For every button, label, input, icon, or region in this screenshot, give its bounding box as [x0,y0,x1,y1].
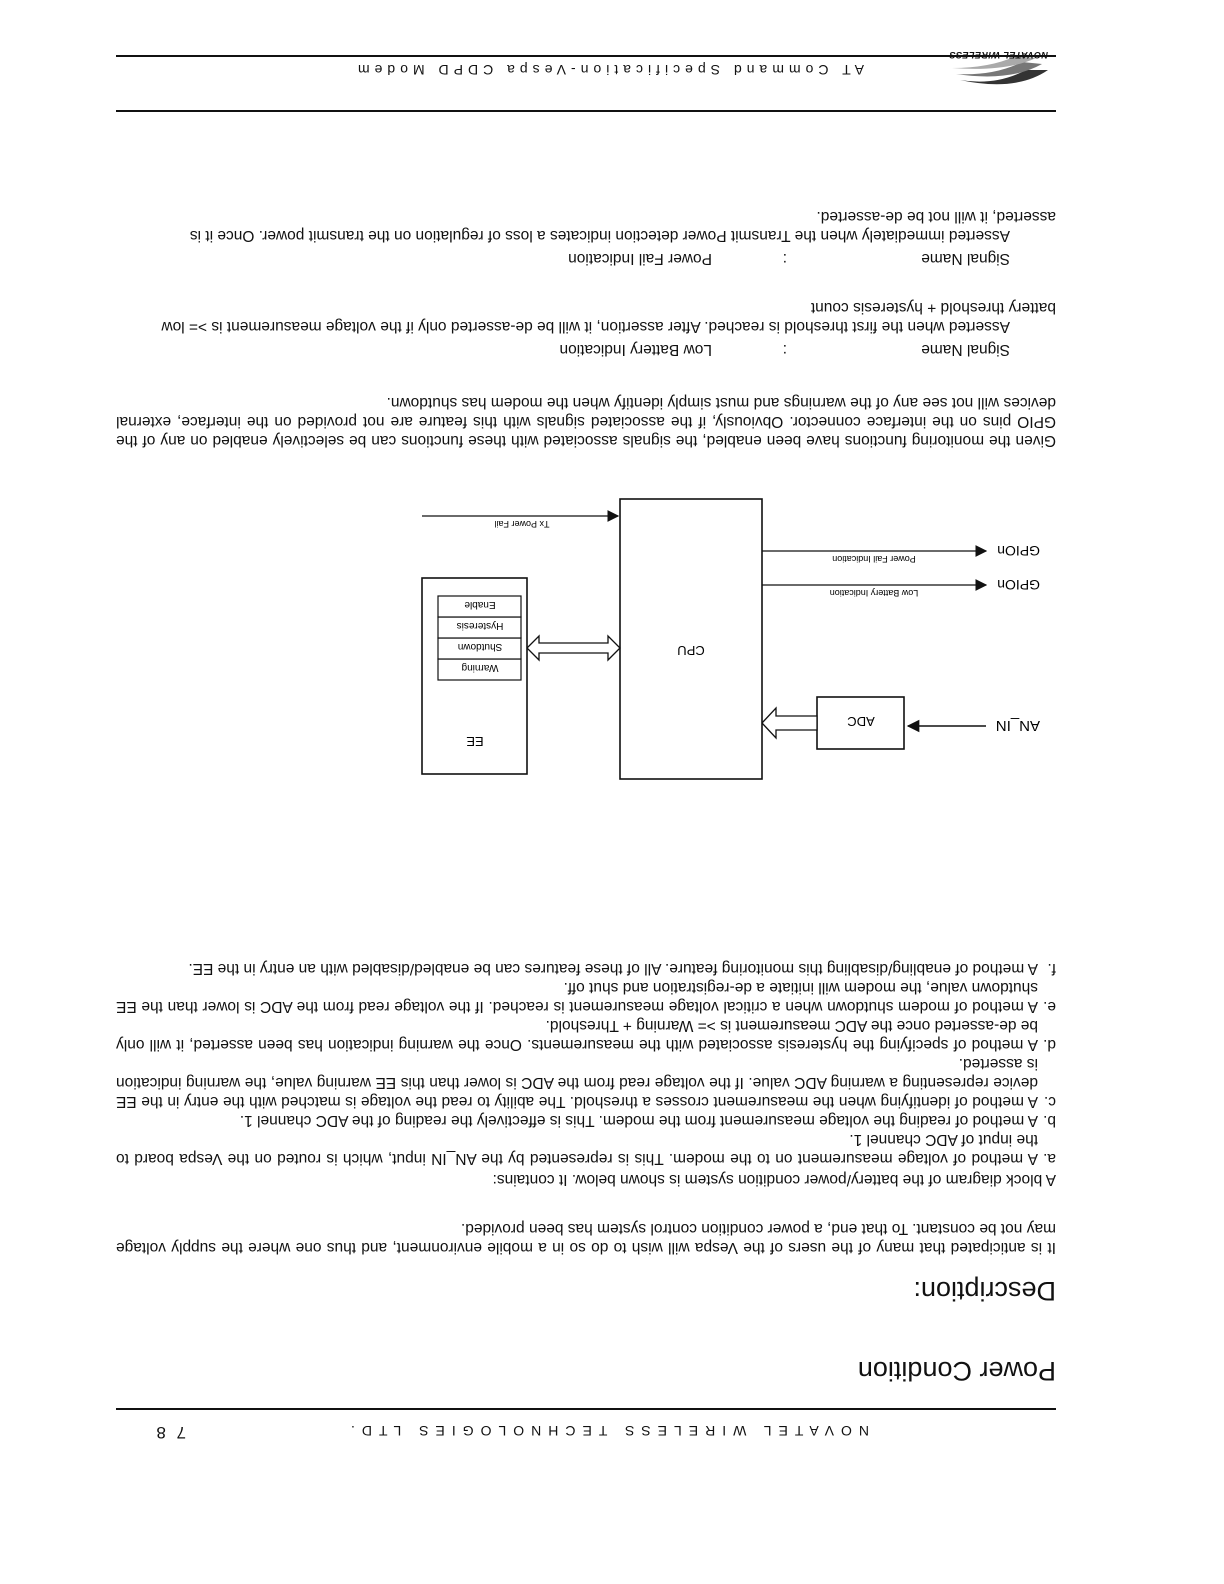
cpu-block [620,499,762,779]
signal-separator: : [782,250,787,267]
adc-label: ADC [847,714,875,729]
monitoring-paragraph: Given the monitoring functions have been enabled, the signals associated with these functions can be selectively enabled on any of the GPIO pins on the interface connector. Obviously, if the associated signals with this feature are not provided on the interface, external devices will not see any of the warnings and must simply identify when the modem has shutdown. [116,394,1056,449]
section-title: Power Condition [857,1356,1056,1386]
signal-name-label: Signal Name [921,341,1010,358]
intro-paragraph: It is anticipated that many of the users of the Vespa will wish to do so in a mobile environment, and thus one where the supply voltage may not be constant. To that end, a power condition control system has been provided. [116,1220,1056,1256]
footer-rule-bottom [116,55,1056,57]
list-item [116,1054,1056,1111]
list-item-label: f. [1047,960,1056,977]
list-item-label: e. [1043,998,1056,1015]
low-battery-line-label: Low Battery Indication [829,588,919,598]
list-item-label: c. [1043,1093,1056,1110]
cpu-label: CPU [677,643,705,658]
ee-field-enable-label: Enable [464,599,496,610]
cpu-ee-bus-arrow [527,636,620,660]
novatel-logo [936,44,1056,100]
ee-field-hysteresis-label: Hysteresis [456,620,504,631]
gpio-low-battery-label: GPIOn [997,577,1040,593]
list-item [116,1111,1056,1130]
list-item-text: A method of specifying the hysteresis associated with the measurements. Once the warning indication has been asserted, it will only be de-asserted once the ADC measurement is >= Warning + Threshold. [116,1017,1038,1053]
tx-power-fail-label: Tx Power Fail [494,519,550,529]
ee-field-shutdown-label: Shutdown [457,641,503,652]
block-intro-paragraph: A block diagram of the battery/power condition system is shown below. It contains: [492,1171,1056,1188]
power-fail-line-label: Power Fail Indication [832,554,916,564]
signal-description: Asserted when the first threshold is reached. After assertion, it will be de-asserted only if the voltage measurement is >= low battery threshold + hysteresis count [161,299,1056,335]
an-in-label: AN_IN [995,717,1040,734]
list-item-text: A method of modem shutdown when a critical voltage measurement is reached. If the voltage read from the ADC is lower than the EE shutdown value, the modem will initiate a de-registration and shut off. [116,979,1038,1015]
signal-description: Asserted immediately when the Transmit Power detection indicates a loss of regulation on the transmit power. Once it is asserted, it will not be de-asserted. [189,208,1056,244]
list-item-text: A method of enabling/disabling this monitoring feature. All of these features can be enabled/disabled with an entry in the EE. [188,960,1038,977]
signal-name-value: Power Fail Indication [568,250,712,267]
list-item [116,1130,1056,1168]
header-rule [116,1408,1056,1410]
list-item [116,1016,1056,1054]
ee-field-warning-label: Warning [461,662,499,673]
company-header: NOVATEL WIRELESS TECHNOLOGIES LTD. [343,1423,869,1439]
adc-to-cpu-arrow [762,708,817,738]
list-item-text: A method of reading the voltage measurement from the modem. This is effectively the reading of the ADC channel 1. [239,1112,1038,1129]
list-item-label: b. [1043,1112,1056,1129]
signal-name-value: Low Battery Indication [559,341,712,358]
signal-separator: : [782,341,787,358]
list-item [116,959,1056,978]
footer-rule-top [116,110,1056,112]
ee-label: EE [466,734,484,749]
feature-list [116,959,1056,1168]
list-item-label: a. [1043,1150,1056,1167]
gpio-power-fail-label: GPIOn [997,543,1040,559]
description-heading: Description: [913,1276,1056,1306]
page-number: 7 8 [153,1423,186,1442]
list-item [116,978,1056,1016]
footer-doc-title: AT Command Specification-Vespa CDPD Modem [352,62,864,78]
list-item-text: A method of identifying when the measurement crosses a threshold. The ability to read the voltage is matched with the entry in the EE device representing a warning ADC value. If the voltage read from the ADC is lower than this EE warning value, the warning indication is asserted. [116,1055,1038,1110]
power-condition-block-diagram [154,484,1054,804]
signal-name-label: Signal Name [921,250,1010,267]
list-item-text: A method of voltage measurement on to the modem. This is represented by the AN_IN input, which is routed on the Vespa board to the input of ADC channel 1. [116,1131,1038,1167]
list-item-label: d. [1043,1036,1056,1053]
